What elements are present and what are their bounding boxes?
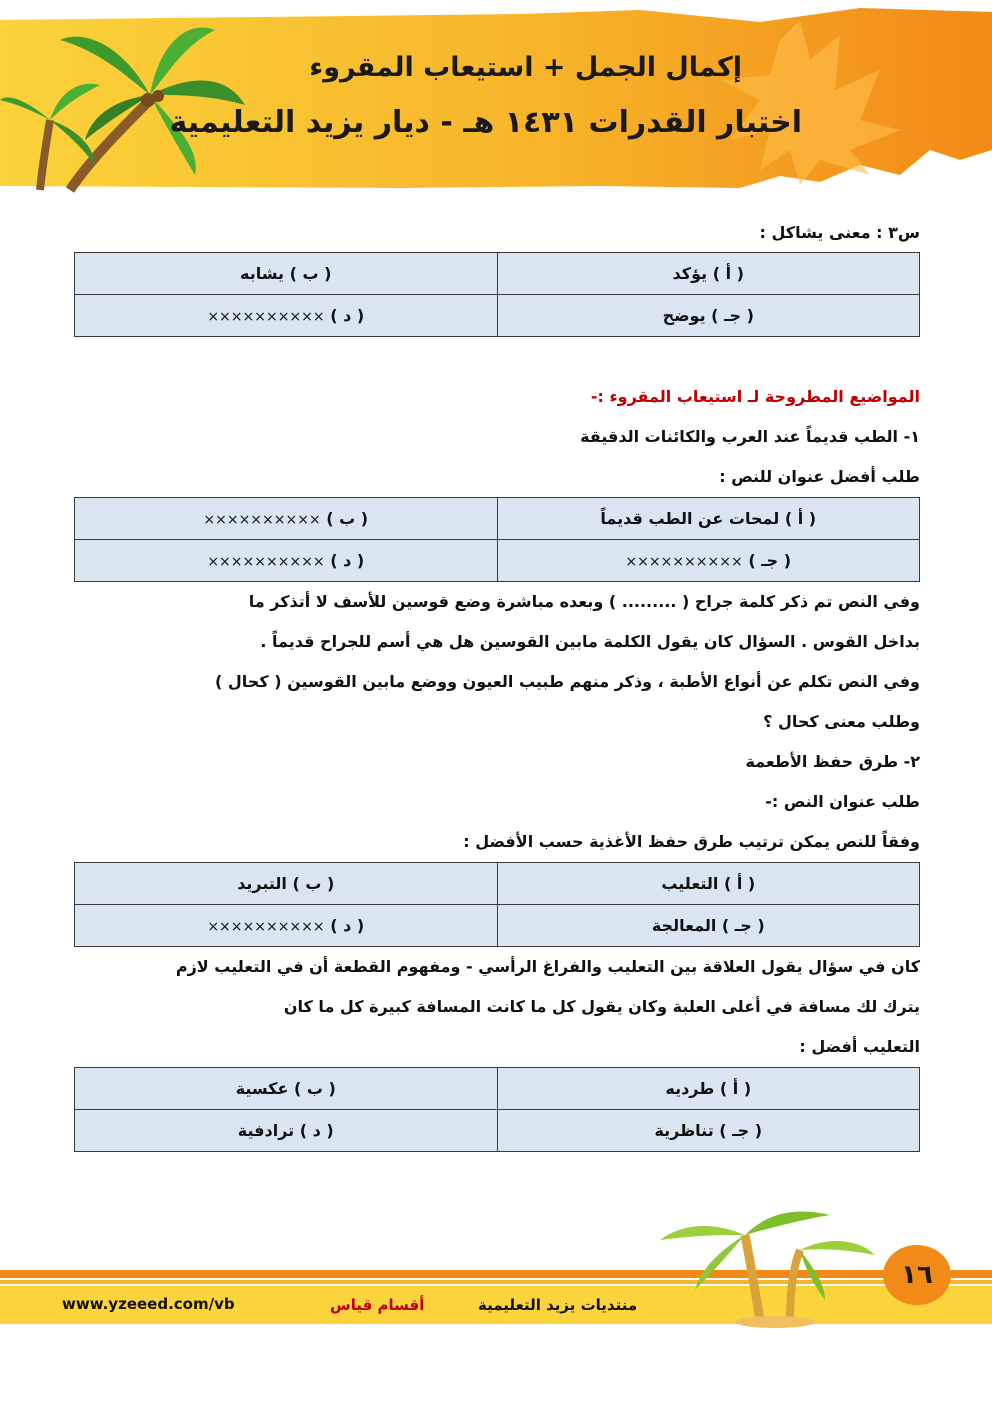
topic1-paragraph-line: بداخل القوس . السؤال كان يقول الكلمة مابين القوسين هل هي أسم للجراح قديماً . xyxy=(260,632,920,651)
page-title: إكمال الجمل + استيعاب المقروء xyxy=(309,52,742,83)
hidden-answer-marks: ×××××××××× xyxy=(207,919,325,935)
topic1-option-b xyxy=(75,498,498,540)
topic1-option-a: ( أ ) لمحات عن الطب قديماً xyxy=(497,498,920,540)
footer-sections-link[interactable]: أقسام قياس xyxy=(330,1296,425,1314)
topic1-paragraph-line: وطلب معنى كحال ؟ xyxy=(763,712,920,731)
q3-option-a: ( أ ) يؤكد xyxy=(497,253,920,295)
q3-option-d xyxy=(75,295,498,337)
relation-options-table xyxy=(74,1067,920,1152)
topic2-option-b: ( ب ) التبريد xyxy=(75,863,498,905)
topic1-paragraph-line: وفي النص تم ذكر كلمة جراح ( ......... ) وبعده مباشرة وضع قوسين للأسف لا أتذكر ما xyxy=(248,592,920,611)
q3-option-b: ( ب ) يشابه xyxy=(75,253,498,295)
topic2-options-table xyxy=(74,862,920,947)
option-label: ( د ) xyxy=(330,551,365,570)
hidden-answer-marks: ×××××××××× xyxy=(203,512,321,528)
footer-forum-name: منتديات يزيد التعليمية xyxy=(478,1296,638,1314)
header-banner xyxy=(0,0,992,200)
topics-heading: المواضيع المطروحة لـ استيعاب المقروء :- xyxy=(590,387,920,406)
option-label: ( جـ ) xyxy=(748,551,792,570)
topic1-options-table xyxy=(74,497,920,582)
option-label: ( د ) xyxy=(330,306,365,325)
topic2-title: ٢- طرق حفظ الأطعمة xyxy=(745,752,920,771)
footer-graphic xyxy=(0,1190,992,1340)
main-content xyxy=(74,214,920,1152)
topic2-option-d xyxy=(75,905,498,947)
q3-options-table xyxy=(74,252,920,337)
topic2-paragraph-line: التعليب أفضل : xyxy=(799,1037,920,1056)
topic1-option-c xyxy=(497,540,920,582)
spacer xyxy=(74,337,920,377)
footer xyxy=(0,1190,992,1340)
option-label: ( ب ) xyxy=(326,509,369,528)
banner-graphic xyxy=(0,0,992,200)
topic2-option-a: ( أ ) التعليب xyxy=(497,863,920,905)
topic2-prompt: طلب عنوان النص :- xyxy=(765,792,920,811)
topic2-paragraph-line: كان في سؤال يقول العلاقة بين التعليب والفراغ الرأسي - ومفهوم القطعة أن في التعليب لازم xyxy=(175,957,920,976)
footer-url-link[interactable]: www.yzeeed.com/vb xyxy=(62,1295,235,1313)
hidden-answer-marks: ×××××××××× xyxy=(625,554,743,570)
option-label: ( د ) xyxy=(330,916,365,935)
topic1-paragraph-line: وفي النص تكلم عن أنواع الأطبة ، وذكر منهم طبيب العيون ووضع مابين القوسين ( كحال ) xyxy=(215,672,920,691)
relation-option-c: ( جـ ) تناظرية xyxy=(497,1110,920,1152)
hidden-answer-marks: ×××××××××× xyxy=(207,309,325,325)
topic2-option-c: ( جـ ) المعالجة xyxy=(497,905,920,947)
page-number: ١٦ xyxy=(901,1260,933,1290)
q3-heading: س٣ : معنى يشاكل : xyxy=(759,223,920,242)
page-subtitle: اختبار القدرات ١٤٣١ هـ - ديار يزيد التعليمية xyxy=(169,105,802,140)
topic1-option-d xyxy=(75,540,498,582)
relation-option-d: ( د ) ترادفية xyxy=(75,1110,498,1152)
q3-option-c: ( جـ ) يوضح xyxy=(497,295,920,337)
hidden-answer-marks: ×××××××××× xyxy=(207,554,325,570)
topic1-prompt: طلب أفضل عنوان للنص : xyxy=(719,467,920,486)
topic2-paragraph-line: يترك لك مسافة في أعلى العلبة وكان يقول كل ما كانت المسافة كبيرة كل ما كان xyxy=(283,997,920,1016)
topic2-order-prompt: وفقاً للنص يمكن ترتيب طرق حفظ الأغذية حسب الأفضل : xyxy=(463,832,920,851)
relation-option-b: ( ب ) عكسية xyxy=(75,1068,498,1110)
relation-option-a: ( أ ) طرديه xyxy=(497,1068,920,1110)
topic1-title: ١- الطب قديماً عند العرب والكائنات الدقيقة xyxy=(580,427,920,446)
